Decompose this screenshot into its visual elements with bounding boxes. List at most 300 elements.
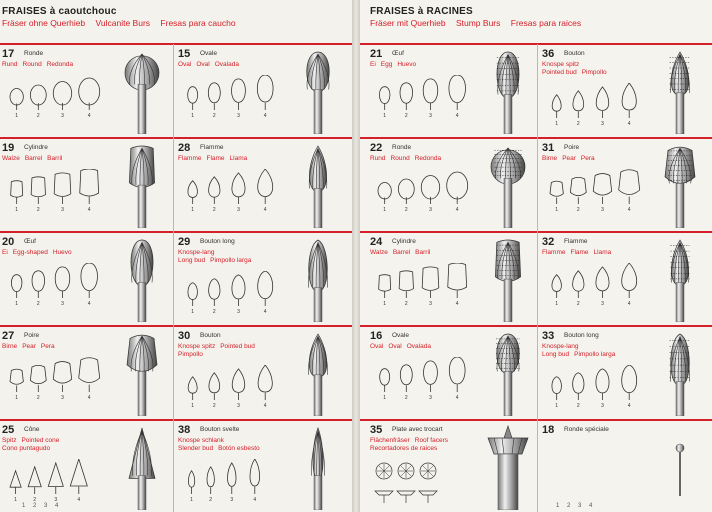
size-number: 2 (576, 301, 580, 307)
bur-profile-outline-icon (30, 365, 46, 392)
bur-profile-outline-icon (250, 459, 260, 494)
size-number: 2 (36, 395, 40, 401)
size-number: 1 (555, 207, 559, 213)
profile-outline-row (542, 169, 660, 215)
size-number: 4 (627, 403, 631, 409)
bur-translation: Flächenfräser (370, 437, 410, 444)
bur-translation-line (2, 155, 67, 163)
bur-photo (484, 48, 532, 136)
bur-entry-27 (0, 328, 170, 418)
bur-profile-outline-icon (11, 181, 23, 204)
size-number: 3 (61, 301, 64, 307)
bur-photo (118, 236, 166, 324)
bur-illustration-icon (656, 236, 704, 322)
bur-name: Ovale (200, 50, 217, 57)
bur-number: 22 (370, 142, 383, 154)
size-number: 1 (555, 301, 559, 307)
profile-outline-row (2, 169, 120, 215)
bur-name: Ronde spéciale (564, 426, 609, 433)
profile-outline-row (2, 75, 120, 121)
size-profiles (2, 263, 120, 314)
bur-translation: Rund (370, 155, 386, 162)
bur-profile-outline-icon (596, 369, 609, 400)
bur-translation: Walze (2, 155, 20, 162)
bur-profile-outline-icon (379, 87, 390, 110)
bur-translation-line (178, 257, 256, 265)
bur-profile-outline-icon (81, 263, 98, 298)
bur-illustration-icon (484, 236, 532, 322)
bur-translation: Pointed cone (21, 437, 60, 444)
bur-translation: Ovalada (214, 61, 239, 68)
bur-translation-line (542, 249, 616, 257)
size-number: 4 (455, 207, 459, 213)
bur-number: 30 (178, 330, 191, 342)
bur-translation: Egg-shaped (12, 249, 48, 256)
bur-translation: Slender bud (178, 445, 214, 452)
bur-translation: Pear (22, 343, 36, 350)
size-number: 4 (263, 113, 267, 119)
bur-profile-outline-icon (207, 467, 214, 494)
right-page (360, 0, 712, 512)
profile-outline-row (370, 75, 488, 121)
row-divider (0, 43, 352, 45)
size-number: 1 (15, 301, 19, 307)
bur-translation: Barril (47, 155, 63, 162)
bur-profile-outline-icon (421, 176, 439, 204)
bur-translation-line (178, 343, 260, 351)
bur-translation: Pimpollo larga (210, 257, 252, 264)
bur-translation-line (542, 343, 584, 351)
bur-profile-outline-icon (449, 357, 465, 392)
bur-profile-outline-icon (32, 271, 45, 298)
bur-name: Plate avec trocart (392, 426, 443, 433)
bur-translation-line (542, 61, 584, 69)
bur-number: 25 (2, 424, 15, 436)
bur-translation: Round (22, 61, 42, 68)
bur-translation: Llama (593, 249, 612, 256)
bur-profile-outline-icon (54, 173, 71, 204)
row-divider (360, 137, 712, 139)
size-number: 4 (263, 207, 267, 213)
size-number: 1 (15, 207, 19, 213)
size-number: 2 (404, 301, 408, 307)
size-profiles (178, 75, 296, 126)
bur-profile-outline-icon (424, 361, 438, 392)
bur-profile-outline-icon (596, 87, 608, 118)
size-number: 2 (404, 113, 408, 119)
bur-translation-line (370, 61, 421, 69)
bur-translation: Barrel (24, 155, 43, 162)
size-number: 2 (212, 403, 216, 409)
bur-translation-line (370, 343, 436, 351)
size-number: 3 (601, 121, 604, 127)
bur-translation: Oval (178, 61, 192, 68)
size-number: 4 (627, 207, 631, 213)
size-number: 4 (455, 113, 459, 119)
profile-outline-row (542, 263, 660, 309)
profile-outline-row (370, 169, 488, 215)
size-number: 4 (87, 207, 91, 213)
size-number: 3 (601, 301, 604, 307)
bur-translation: Rund (2, 61, 18, 68)
bur-illustration-icon (656, 142, 704, 228)
bur-profile-outline-icon (596, 267, 609, 298)
bur-illustration-icon (484, 330, 532, 416)
size-profiles (370, 357, 488, 408)
size-number: 3 (237, 207, 240, 213)
size-number: 3 (54, 497, 58, 503)
bur-profile-outline-icon (552, 95, 561, 118)
size-number: 2 (36, 113, 40, 119)
size-number: 2 (36, 301, 40, 307)
bur-profile-outline-icon (55, 267, 70, 298)
bur-entry-30 (176, 328, 346, 418)
bur-translation: Redonda (46, 61, 74, 68)
bur-translation: Pera (580, 155, 595, 162)
bur-profile-outline-icon (398, 179, 414, 204)
bur-name: Bouton svelte (200, 426, 240, 433)
size-number: 1 (191, 309, 195, 315)
size-number: 3 (61, 395, 64, 401)
profile-outline-row (2, 263, 120, 309)
bur-photo (118, 48, 166, 136)
bur-profile-outline-icon (79, 358, 100, 392)
bur-translation: Birne (2, 343, 18, 350)
bur-translation: Flamme (542, 249, 566, 256)
bur-translation: Flamme (178, 155, 202, 162)
bur-name: Cylindre (392, 238, 416, 245)
size-profiles (178, 271, 296, 322)
size-number: 3 (429, 301, 432, 307)
bur-translation-line (2, 343, 60, 351)
bur-entry-29 (176, 234, 346, 324)
bur-photo (484, 142, 532, 230)
bur-profile-outline-icon (619, 170, 640, 204)
bur-number: 18 (542, 424, 555, 436)
bur-number: 24 (370, 236, 383, 248)
bur-name: Ronde (392, 144, 412, 151)
bur-illustration-icon (656, 48, 704, 134)
bur-profile-outline-icon (593, 174, 611, 204)
size-number: 2 (576, 207, 580, 213)
bur-translation: Egg (380, 61, 393, 68)
size-number: 2 (36, 207, 40, 213)
row-divider (0, 231, 352, 233)
bur-translation-line (178, 445, 265, 453)
size-number: 4 (627, 121, 631, 127)
bur-profile-outline-icon (31, 177, 45, 204)
bur-translation: Birne (542, 155, 558, 162)
left-page-header (2, 6, 348, 44)
bur-entry-38 (176, 422, 346, 512)
bur-profile-outline-icon (258, 365, 272, 400)
size-profiles (542, 169, 660, 220)
size-number: 2 (404, 395, 408, 401)
row-divider (360, 43, 712, 45)
size-number: 1 (383, 301, 387, 307)
bur-translation: Ei (370, 61, 376, 68)
bur-profile-outline-icon (622, 365, 637, 400)
bur-photo (656, 424, 704, 512)
bur-translation: Oval (370, 343, 384, 350)
bur-illustration-icon (294, 330, 342, 416)
bur-photo (294, 48, 342, 136)
bur-name: Bouton long (564, 332, 599, 339)
size-number: 1 (555, 121, 559, 127)
column-divider (173, 44, 174, 512)
bur-translation: Pimpollo (581, 69, 607, 76)
bur-profile-outline-icon (209, 279, 220, 306)
bur-entry-36 (540, 46, 708, 136)
profile-outline-row (178, 365, 296, 411)
profile-outline-row (178, 169, 296, 215)
profile-outline-row (178, 75, 296, 121)
bur-translation: Pointed bud (220, 343, 255, 350)
left-page-title: FRAISES à caoutchouc (2, 6, 117, 17)
bur-profile-outline-icon (188, 471, 194, 494)
bur-profile-outline-icon (419, 463, 437, 503)
bur-profile-outline-icon (397, 463, 415, 503)
bur-translation-line (178, 351, 208, 359)
bur-photo (656, 48, 704, 136)
bur-name: Bouton (200, 332, 221, 339)
bur-translation: Spitz (2, 437, 17, 444)
bur-profile-outline-icon (380, 369, 390, 392)
bur-photo (294, 330, 342, 418)
bur-entry-31 (540, 140, 708, 230)
row-divider (0, 137, 352, 139)
bur-illustration-icon (118, 424, 166, 510)
bur-profile-outline-icon (28, 467, 41, 494)
bur-translation: Huevo (397, 61, 417, 68)
bur-number: 16 (370, 330, 383, 342)
size-number: 4 (263, 403, 267, 409)
bur-translation: Round (390, 155, 410, 162)
bur-profile-outline-icon (188, 283, 198, 306)
size-number: 4 (627, 301, 631, 307)
bur-profile-outline-icon (447, 172, 468, 204)
bur-translation-line (370, 437, 453, 445)
bur-number: 19 (2, 142, 15, 154)
bur-profile-outline-icon (188, 181, 198, 204)
bur-name: Flamme (564, 238, 588, 245)
bur-translation: Pointed bud (542, 69, 577, 76)
bur-entry-18 (540, 422, 708, 512)
size-number: 1 (15, 113, 19, 119)
bur-number: 35 (370, 424, 383, 436)
bur-profile-outline-icon (399, 271, 413, 298)
bur-illustration-icon (484, 48, 532, 134)
bur-translation: Long bud (178, 257, 206, 264)
profile-outline-row (370, 263, 488, 309)
bur-number: 36 (542, 48, 555, 60)
bur-number: 20 (2, 236, 15, 248)
bur-photo (656, 142, 704, 230)
bur-profile-outline-icon (552, 275, 562, 298)
bur-translation-line (2, 437, 64, 445)
bur-number: 17 (2, 48, 15, 60)
book-gutter (352, 0, 360, 512)
size-number: 2 (576, 121, 580, 127)
size-number: 3 (237, 403, 240, 409)
bur-name: Cylindre (24, 144, 48, 151)
bur-translation-line (370, 249, 435, 257)
right-subtitle-es: Fresas para raices (510, 18, 582, 28)
bur-photo (484, 424, 532, 512)
bur-entry-16 (368, 328, 536, 418)
bur-number: 15 (178, 48, 191, 60)
bur-translation-line (2, 445, 55, 453)
size-number: 3 (429, 113, 432, 119)
bur-profile-outline-icon (552, 377, 562, 400)
bur-translation-line (178, 61, 244, 69)
bur-name: Poire (564, 144, 580, 151)
bur-illustration-icon (484, 424, 532, 510)
size-profiles (2, 75, 120, 126)
bur-name: Ovale (392, 332, 409, 339)
bur-entry-24 (368, 234, 536, 324)
bur-photo (656, 236, 704, 324)
profile-outline-row (2, 459, 120, 505)
bur-illustration-icon (294, 424, 342, 510)
bur-translation: Walze (370, 249, 388, 256)
bur-translation: Knospe spitz (178, 343, 216, 350)
left-subtitle-de: Fräser ohne Querhieb (2, 18, 86, 28)
profile-outline-row (2, 357, 120, 403)
bur-profile-outline-icon (550, 181, 563, 204)
bur-entry-33 (540, 328, 708, 418)
bur-profile-outline-icon (257, 75, 273, 110)
size-profiles (178, 459, 296, 510)
bur-name: Ronde (24, 50, 44, 57)
bur-profile-outline-icon (209, 177, 220, 204)
bur-number: 32 (542, 236, 555, 248)
bur-profile-outline-icon (375, 463, 393, 503)
bur-number: 28 (178, 142, 191, 154)
bur-translation-line (370, 445, 442, 453)
bur-translation: Redonda (414, 155, 442, 162)
size-number: 2 (212, 113, 216, 119)
bur-profile-outline-icon (573, 271, 584, 298)
bur-entry-25 (0, 422, 170, 512)
bur-profile-outline-icon (228, 463, 236, 494)
size-number: 3 (601, 403, 604, 409)
bur-illustration-icon (118, 330, 166, 416)
bur-profile-outline-icon (449, 75, 466, 110)
bur-illustration-icon (118, 48, 166, 134)
row-divider (360, 325, 712, 327)
bur-illustration-icon (294, 236, 342, 322)
bur-illustration-icon (118, 142, 166, 228)
size-number: 4 (77, 497, 81, 503)
size-number: 1 (14, 497, 17, 503)
profile-outline-row (178, 271, 296, 317)
bur-entry-15 (176, 46, 346, 136)
bur-profile-outline-icon (48, 463, 63, 494)
bur-profile-outline-icon (53, 82, 71, 110)
bur-translation-line (178, 155, 252, 163)
bur-profile-outline-icon (622, 83, 636, 118)
size-number: 2 (33, 497, 37, 503)
bur-profile-outline-icon (232, 275, 245, 306)
bur-entry-22 (368, 140, 536, 230)
left-subtitle-en: Vulcanite Burs (95, 18, 151, 28)
size-number: 4 (87, 301, 91, 307)
size-profiles (178, 365, 296, 416)
bur-name: Cône (24, 426, 40, 433)
size-number: 2 (209, 497, 213, 503)
bur-translation: Llama (229, 155, 248, 162)
size-profiles (178, 169, 296, 220)
size-number: 1 (383, 207, 387, 213)
facer-profile-row (370, 459, 460, 509)
size-profiles (542, 365, 660, 416)
bur-translation: Roof facers (414, 437, 448, 444)
bur-entry-35 (368, 422, 536, 512)
size-number: 1 (190, 497, 193, 503)
size-profiles (2, 169, 120, 220)
row-divider (360, 231, 712, 233)
bur-translation: Knospe schlank (178, 437, 224, 444)
bur-translation: Knospe spitz (542, 61, 580, 68)
bur-profile-outline-icon (10, 89, 23, 110)
size-number: 3 (237, 113, 240, 119)
bur-name: Œuf (392, 50, 404, 57)
size-number: 4 (87, 113, 91, 119)
bur-name: Poire (24, 332, 40, 339)
size-number: 1 (191, 207, 195, 213)
bur-translation-line (370, 155, 446, 163)
size-number: 3 (237, 309, 240, 315)
bur-illustration-icon (656, 330, 704, 416)
bur-translation: Oval (196, 61, 210, 68)
profile-outline-row (542, 365, 660, 411)
bur-number: 21 (370, 48, 383, 60)
bur-translation: Long bud (542, 351, 570, 358)
bur-profile-outline-icon (258, 169, 273, 204)
size-profiles (370, 263, 488, 314)
bur-translation: Pimpollo larga (574, 351, 616, 358)
bur-translation-line (542, 155, 600, 163)
size-profiles (542, 263, 660, 314)
size-number: 4 (87, 395, 91, 401)
bur-translation: Recortadores de raices (370, 445, 438, 452)
bur-number: 27 (2, 330, 15, 342)
bur-name: Œuf (24, 238, 36, 245)
size-number: 3 (429, 395, 432, 401)
bur-profile-outline-icon (80, 169, 99, 204)
bur-profile-outline-icon (208, 83, 220, 110)
size-number: 2 (212, 309, 216, 315)
bur-profile-outline-icon (258, 271, 273, 306)
bur-profile-outline-icon (573, 373, 584, 400)
bur-profile-outline-icon (400, 365, 412, 392)
bur-illustration-icon (294, 142, 342, 228)
bur-number: 33 (542, 330, 555, 342)
bur-photo (484, 330, 532, 418)
bur-translation: Ovalada (406, 343, 431, 350)
profile-outline-row (178, 459, 296, 505)
bur-profile-outline-icon (378, 183, 391, 204)
profile-outline-row (370, 357, 488, 403)
size-profiles (2, 357, 120, 408)
bur-number: 38 (178, 424, 191, 436)
bur-illustration-icon (484, 142, 532, 228)
bur-profile-outline-icon (209, 373, 220, 400)
bur-translation: Botón esbesto (218, 445, 260, 452)
size-number: 4 (253, 497, 257, 503)
size-number: 1 (383, 113, 387, 119)
